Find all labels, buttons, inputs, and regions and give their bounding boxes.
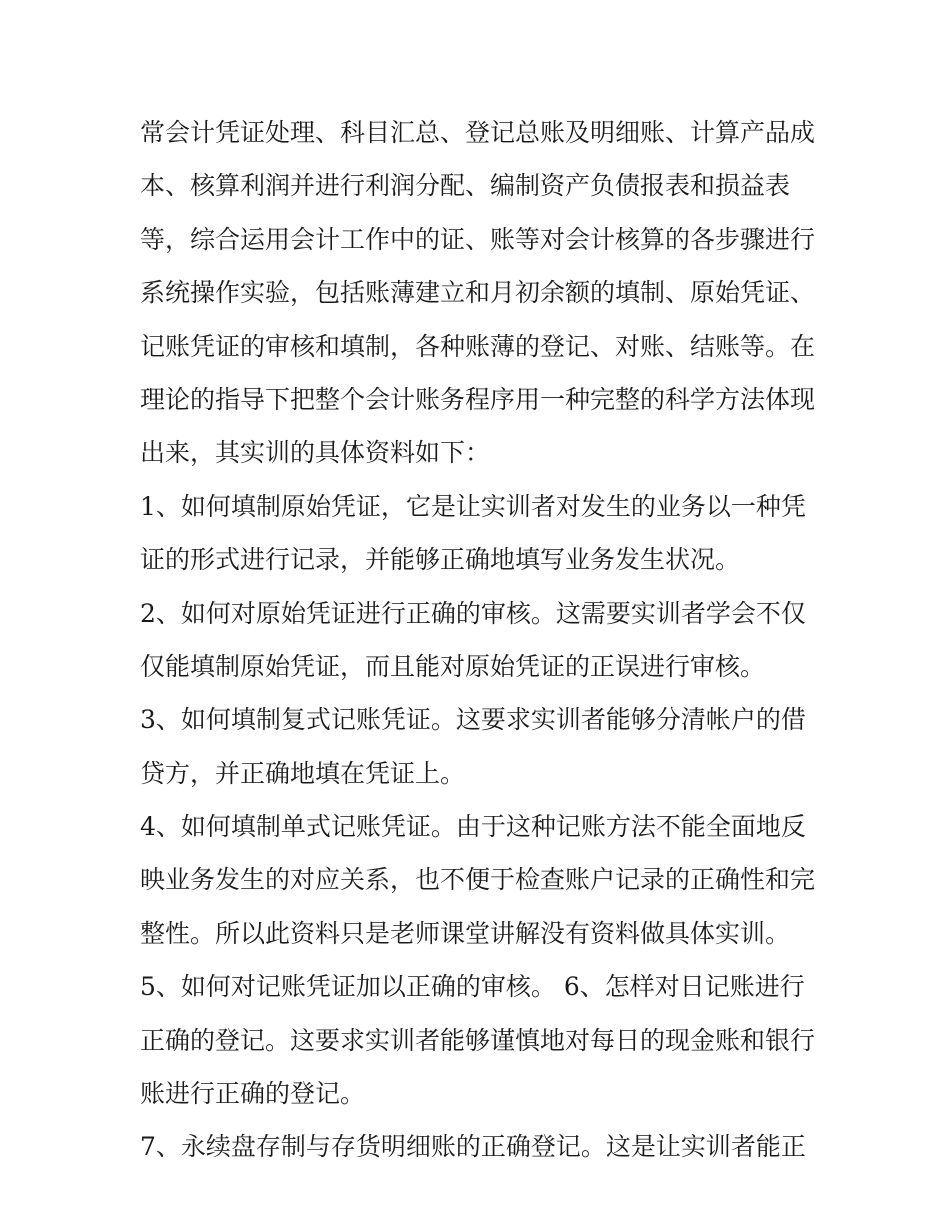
text-line: 系统操作实验，包括账薄建立和月初余额的填制、原始凭证、: [140, 278, 816, 308]
text-line: 出来，其实训的具体资料如下：: [140, 438, 491, 468]
list-item-5-line: 5、如何对记账凭证加以正确的审核。 6、怎样对日记账进行: [140, 972, 805, 1002]
text-line: 常会计凭证处理、科目汇总、登记总账及明细账、计算产品成: [140, 118, 816, 147]
list-item-4-line: 4、如何填制单式记账凭证。由于这种记账方法不能全面地反: [140, 812, 806, 842]
body-text: [140, 106, 820, 1174]
list-item-4-line: 映业务发生的对应关系，也不便于检查账户记录的正确性和完: [140, 865, 816, 895]
text-line: 理论的指导下把整个会计账务程序用一种完整的科学方法体现: [140, 384, 816, 414]
text-line: 本、核算利润并进行利润分配、编制资产负债报表和损益表: [140, 171, 791, 201]
text-line: 记账凭证的审核和填制，各种账薄的登记、对账、结账等。在: [140, 331, 816, 361]
list-item-2-line: 2、如何对原始凭证进行正确的审核。这需要实训者学会不仅: [140, 598, 806, 628]
list-item-1-line: 证的形式进行记录，并能够正确地填写业务发生状况。: [140, 545, 741, 575]
list-item-3-line: 贷方，并正确地填在凭证上。: [140, 758, 466, 788]
list-item-3-line: 3、如何填制复式记账凭证。这要求实训者能够分清帐户的借: [140, 705, 806, 735]
list-item-6-line: 正确的登记。这要求实训者能够谨慎地对每日的现金账和银行: [140, 1025, 816, 1055]
list-item-6-line: 账进行正确的登记。: [140, 1079, 366, 1109]
list-item-7-line: 7、永续盘存制与存货明细账的正确登记。这是让实训者能正: [140, 1132, 806, 1162]
list-item-1-line: 1、如何填制原始凭证，它是让实训者对发生的业务以一种凭: [140, 491, 806, 521]
text-line: 等，综合运用会计工作中的证、账等对会计核算的各步骤进行: [140, 224, 816, 254]
list-item-4-line: 整性。所以此资料只是老师课堂讲解没有资料做具体实训。: [140, 918, 791, 948]
list-item-2-line: 仅能填制原始凭证，而且能对原始凭证的正误进行审核。: [140, 651, 766, 681]
